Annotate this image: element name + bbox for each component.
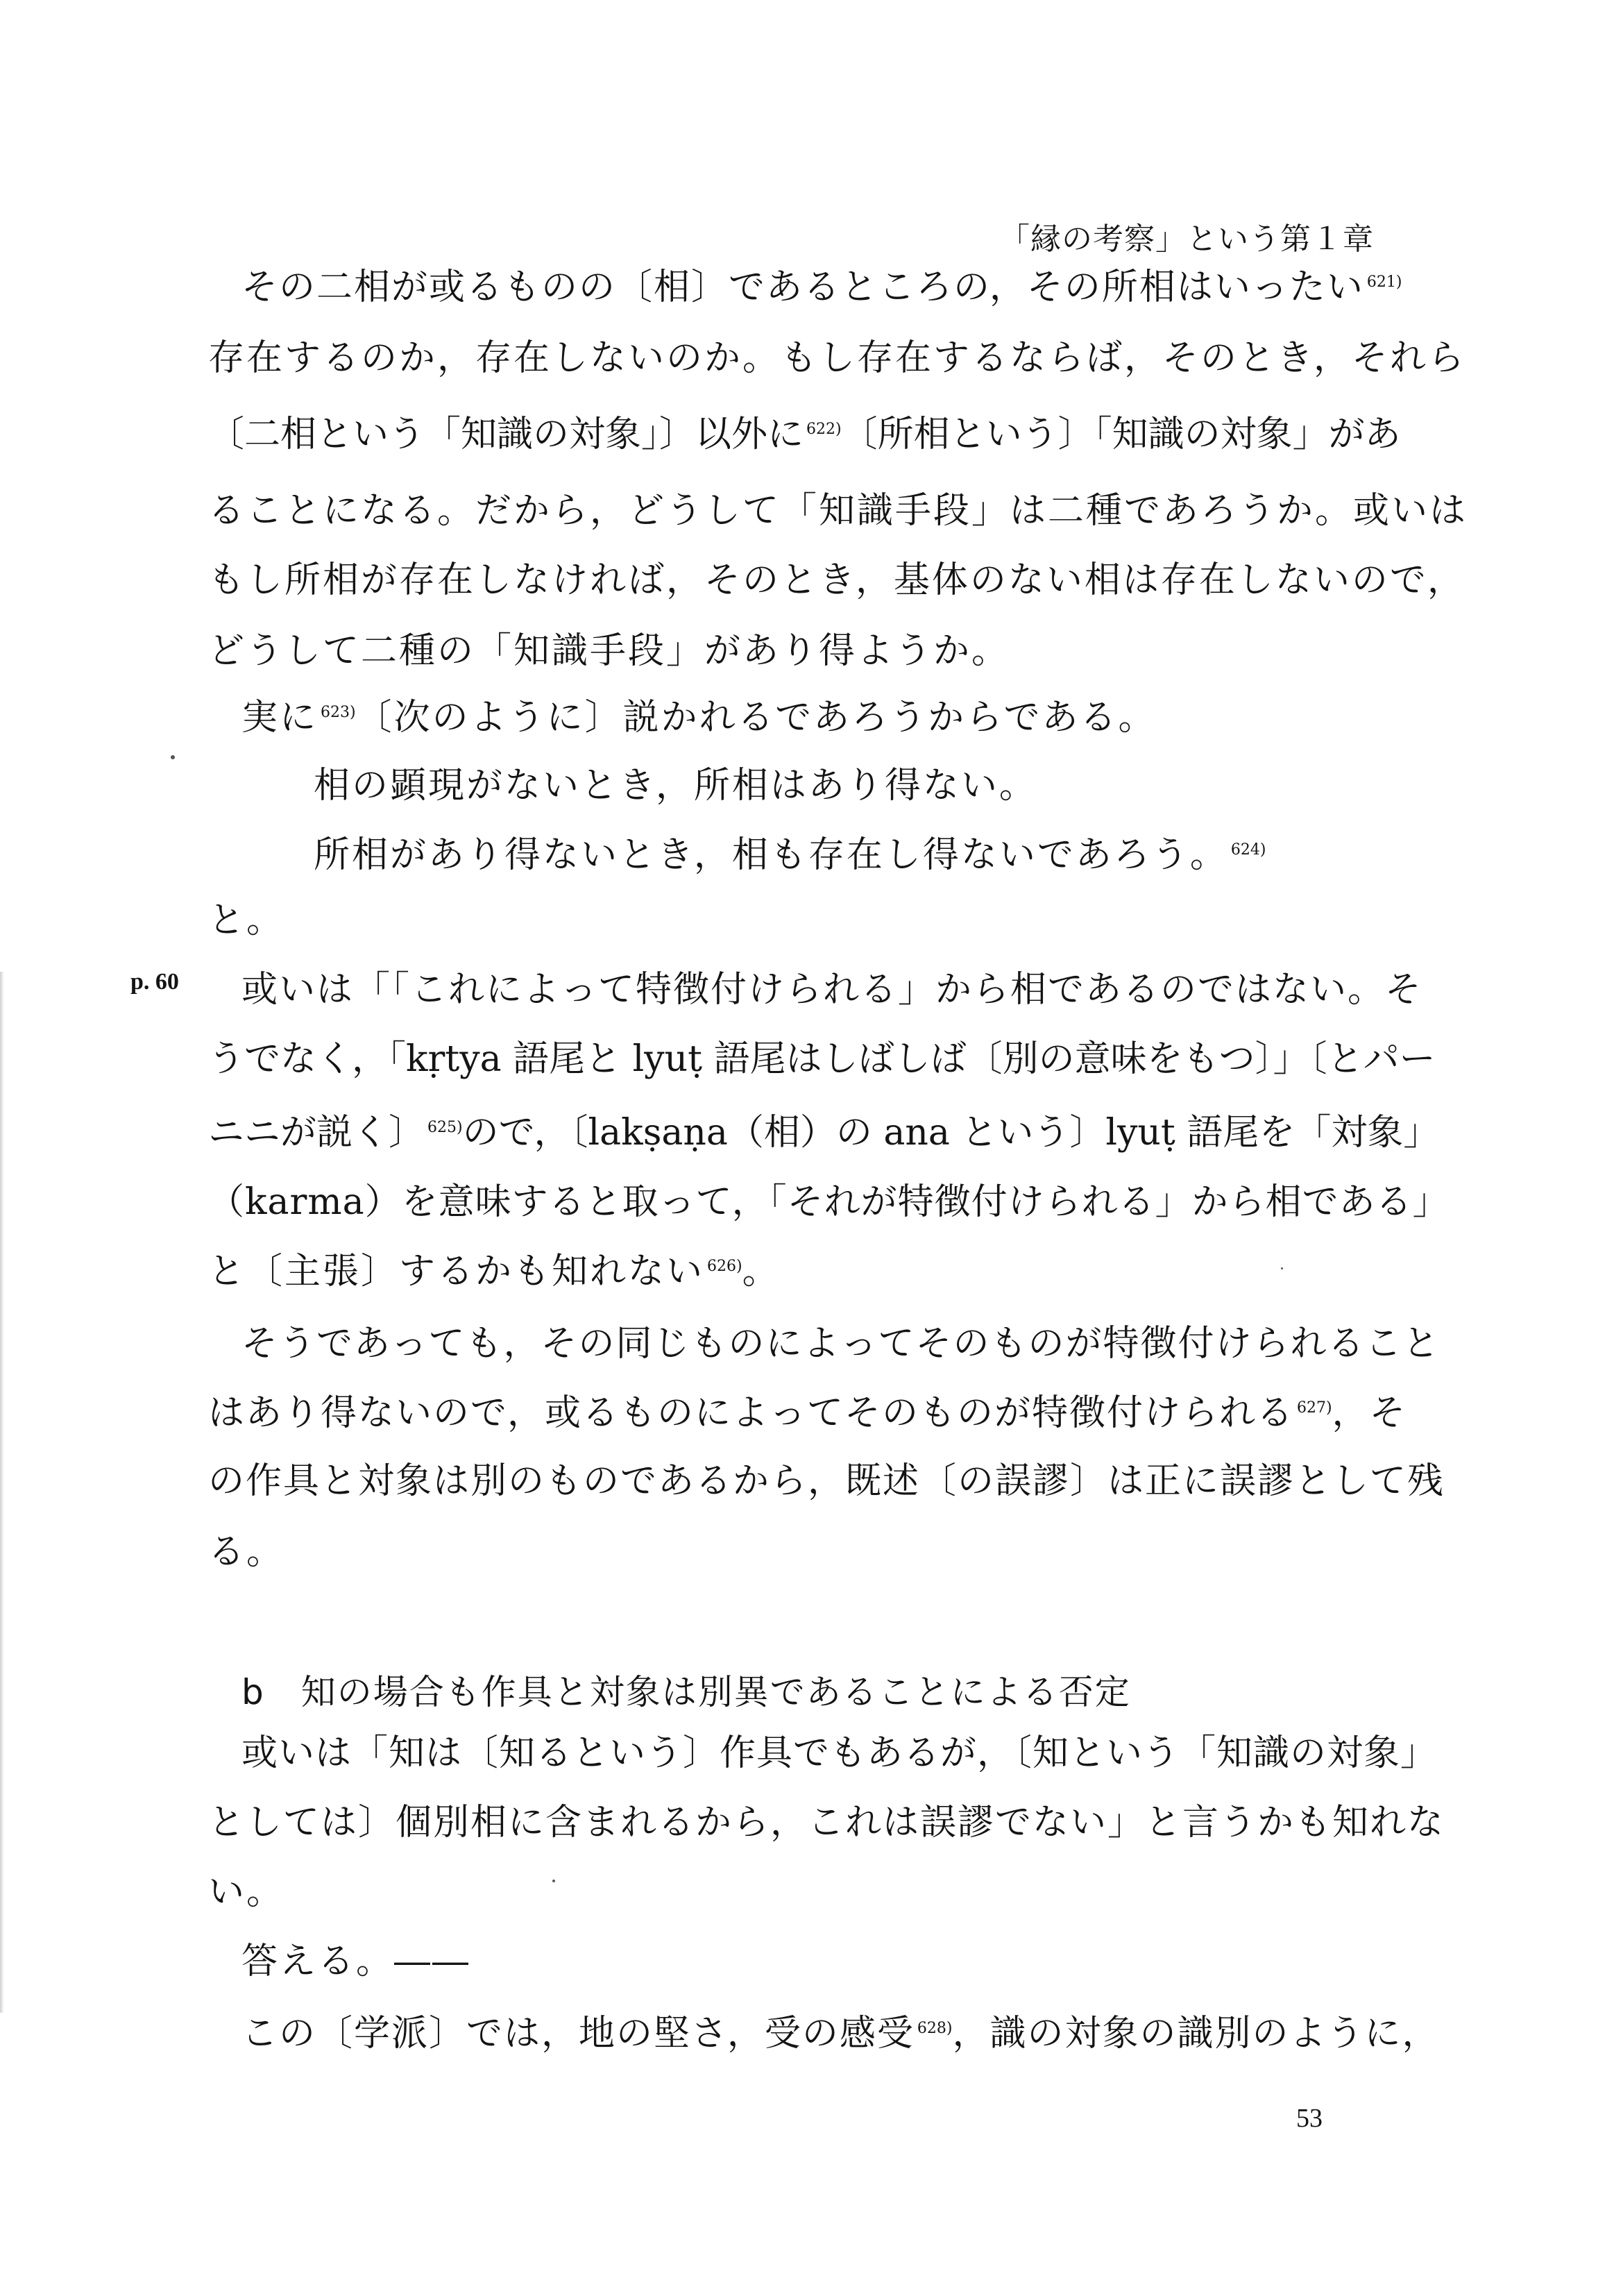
text-line: る。 — [208, 1531, 285, 1573]
page-number: 53 — [1296, 2104, 1323, 2133]
text-line: そうであっても，その同じものによってそのものが特徴付けられること — [241, 1323, 1441, 1365]
text-line: い。 — [208, 1871, 285, 1913]
text-line: 或いは「「これによって特徴付けられる」から相であるのではない。そ — [241, 969, 1423, 1011]
text-line: うでなく，「kṛtya 語尾と lyuṭ 語尾はしばしば〔別の意味をもつ〕」〔とパー — [208, 1038, 1436, 1080]
verse-line: 相の顕現がないとき，所相はあり得ない。 — [314, 765, 1037, 807]
text-line: はあり得ないので，或るものによってそのものが特徴付けられる $^{627)}$，そ — [208, 1392, 1407, 1434]
text-line: ることになる。だから，どうして「知識手段」は二種であろうか。或いは — [208, 490, 1468, 532]
text-line: 〔二相という「知識の対象」〕以外に $^{622)}$〔所相という〕「知識の対象」があ — [208, 414, 1401, 455]
text-line: としては〕個別相に含まれるから，これは誤謬でない」と言うかも知れな — [208, 1802, 1445, 1843]
text-line: の作具と対象は別のものであるから，既述〔の誤謬〕は正に誤謬として残 — [208, 1460, 1445, 1502]
text-line: 答える。―― — [241, 1941, 471, 1982]
text-line: 実に $^{623)}$〔次のように〕説かれるであろうからである。 — [241, 697, 1157, 738]
text-line: どうして二種の「知識手段」があり得ようか。 — [208, 630, 1010, 672]
text-line: 存在するのか，存在しないのか。もし存在するならば，そのとき，それら — [208, 337, 1466, 379]
text-line: 或いは「知は〔知るという〕作具でもあるが，〔知という「知識の対象」 — [241, 1732, 1438, 1774]
text-line: もし所相が存在しなければ，そのとき，基体のない相は存在しないので， — [208, 559, 1465, 601]
running-header: 「縁の考察」という第１章 — [999, 221, 1374, 257]
text-line: と。 — [208, 900, 285, 941]
text-line: この〔学派〕では，地の堅さ，受の感受 $^{628)}$，識の対象の識別のように， — [241, 2013, 1440, 2054]
text-line: と〔主張〕するかも知れない $^{626)}$。 — [208, 1251, 781, 1292]
verse-line: 所相があり得ないとき，相も存在し得ないであろう。 $^{624)}$ — [314, 834, 1266, 876]
scan-speck — [171, 755, 175, 759]
scan-speck — [1281, 1267, 1283, 1269]
text-line: （karma）を意味すると取って，「それが特徴付けられる」から相である」 — [208, 1181, 1450, 1223]
page-reference-label: p. 60 — [130, 969, 179, 995]
text-line: その二相が或るものの〔相〕であるところの，その所相はいったい $^{621)}$ — [241, 267, 1402, 308]
section-heading: b 知の場合も作具と対象は別異であることによる否定 — [241, 1672, 1131, 1712]
left-edge-shadow — [0, 972, 4, 2013]
text-line: ニニが説く〕 $^{625)}$ので，〔lakṣaṇa（相）の ana という〕lyuṭ 語尾を「対象」 — [208, 1112, 1440, 1154]
scan-speck — [552, 1880, 555, 1882]
